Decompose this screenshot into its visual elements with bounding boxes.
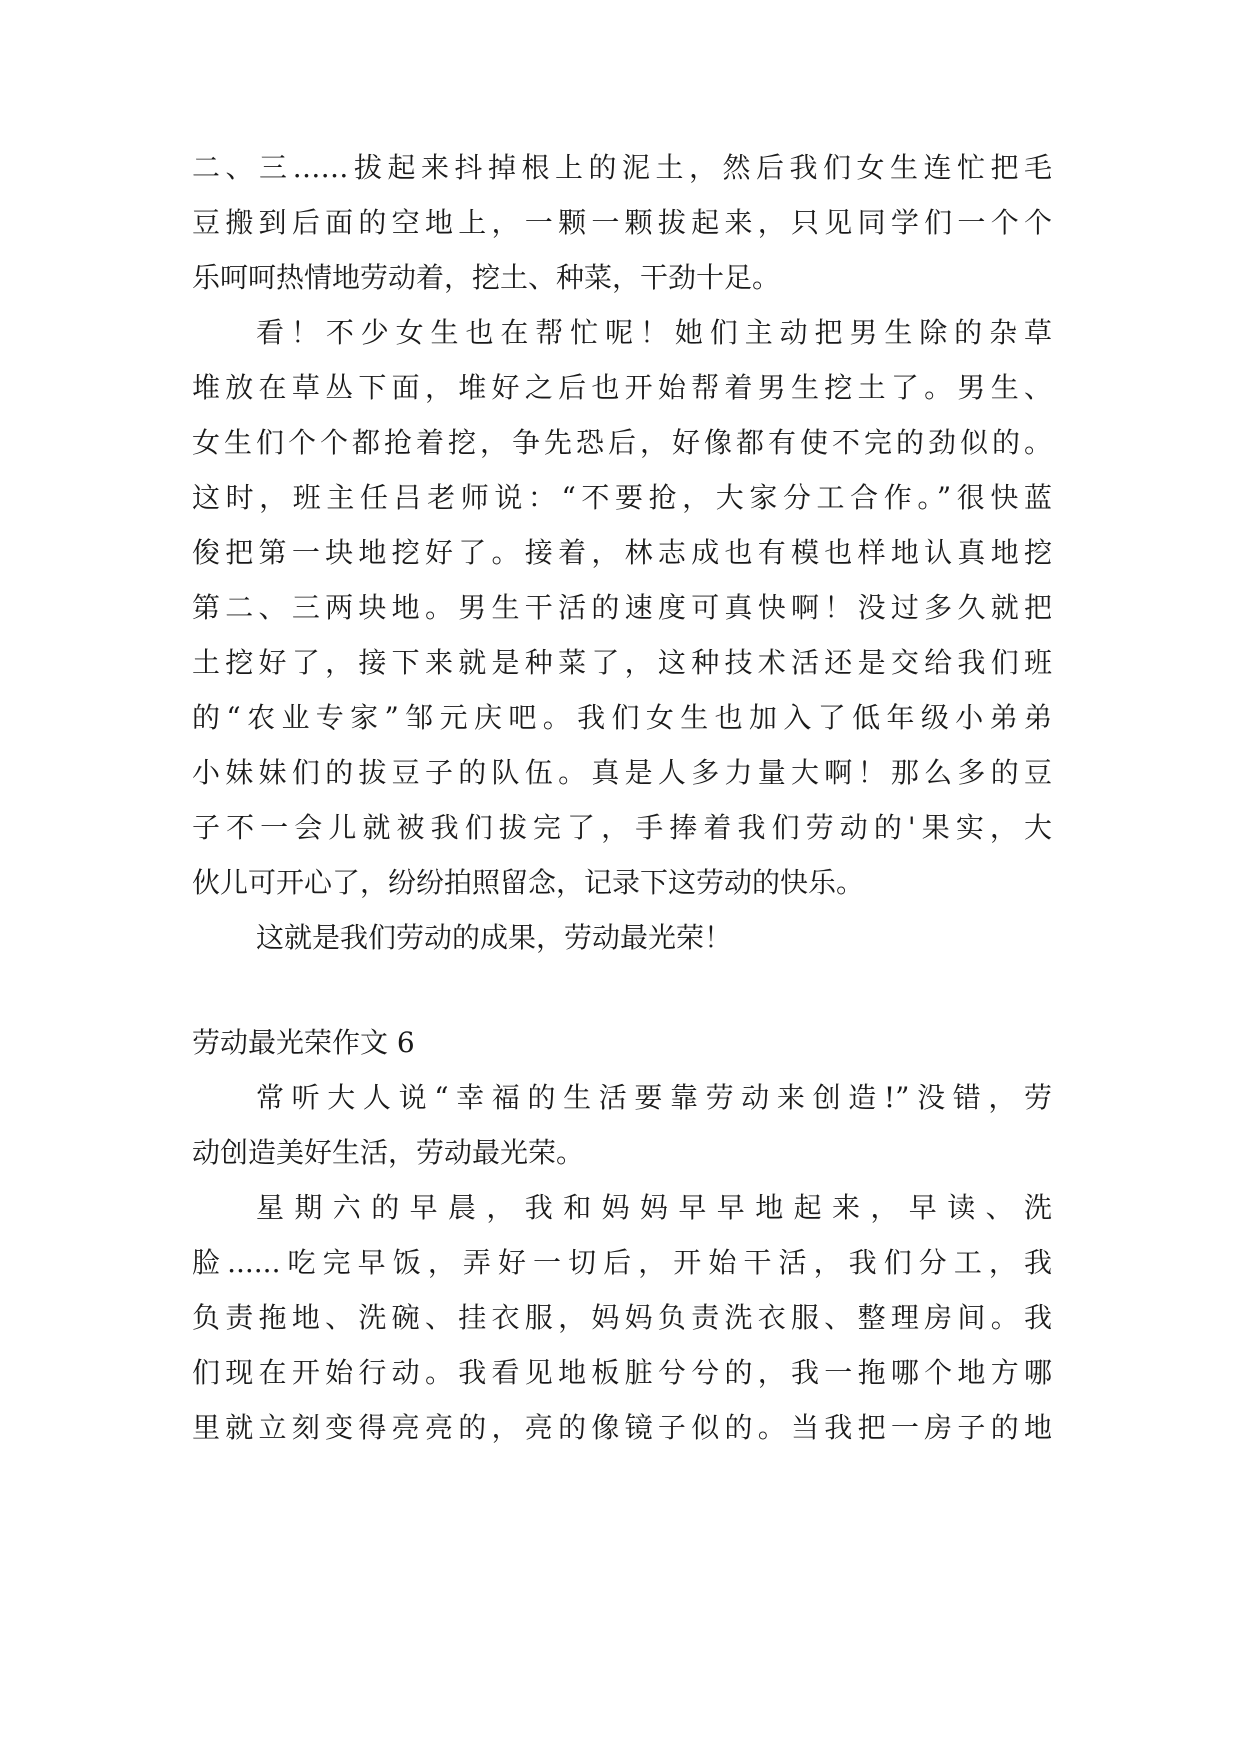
paragraph-line: 看！不少女生也在帮忙呢！她们主动把男生除的杂草 [256, 316, 1052, 349]
paragraph-line: 俊把第一块地挖好了。接着，林志成也有模也样地认真地挖 [192, 536, 1052, 569]
paragraph-line: 星期六的早晨，我和妈妈早早地起来，早读、洗 [256, 1191, 1052, 1224]
paragraph-line: 豆搬到后面的空地上，一颗一颗拔起来，只见同学们一个个 [192, 206, 1052, 239]
paragraph-line: 子不一会儿就被我们拔完了，手捧着我们劳动的'果实，大 [192, 811, 1052, 844]
paragraph-line: 常听大人说“幸福的生活要靠劳动来创造!”没错，劳 [256, 1081, 1052, 1114]
paragraph-line: 脸......吃完早饭，弄好一切后，开始干活，我们分工，我 [192, 1246, 1052, 1279]
paragraph-line: 负责拖地、洗碗、挂衣服，妈妈负责洗衣服、整理房间。我 [192, 1301, 1052, 1334]
paragraph-line: 的“农业专家”邹元庆吧。我们女生也加入了低年级小弟弟 [192, 701, 1052, 734]
paragraph-line: 堆放在草丛下面，堆好之后也开始帮着男生挖土了。男生、 [192, 371, 1052, 404]
paragraph-line: 动创造美好生活，劳动最光荣。 [192, 1136, 585, 1169]
paragraph-line: 伙儿可开心了，纷纷拍照留念，记录下这劳动的快乐。 [192, 866, 865, 899]
paragraph-line: 这就是我们劳动的成果，劳动最光荣！ [256, 921, 733, 954]
paragraph-line: 们现在开始行动。我看见地板脏兮兮的，我一拖哪个地方哪 [192, 1356, 1052, 1389]
paragraph-line: 这时，班主任吕老师说：“不要抢，大家分工合作。”很快蓝 [192, 481, 1052, 514]
paragraph-line: 第二、三两块地。男生干活的速度可真快啊！没过多久就把 [192, 591, 1052, 624]
paragraph-line: 小妹妹们的拔豆子的队伍。真是人多力量大啊！那么多的豆 [192, 756, 1052, 789]
paragraph-line: 乐呵呵热情地劳动着，挖土、种菜，干劲十足。 [192, 261, 781, 294]
paragraph-line: 土挖好了，接下来就是种菜了，这种技术活还是交给我们班 [192, 646, 1052, 679]
paragraph-line: 里就立刻变得亮亮的，亮的像镜子似的。当我把一房子的地 [192, 1411, 1052, 1444]
paragraph-line: 女生们个个都抢着挖，争先恐后，好像都有使不完的劲似的。 [192, 426, 1052, 459]
section-title: 劳动最光荣作文 6 [192, 1026, 415, 1059]
paragraph-line: 二、三……拔起来抖掉根上的泥土，然后我们女生连忙把毛 [192, 151, 1052, 184]
